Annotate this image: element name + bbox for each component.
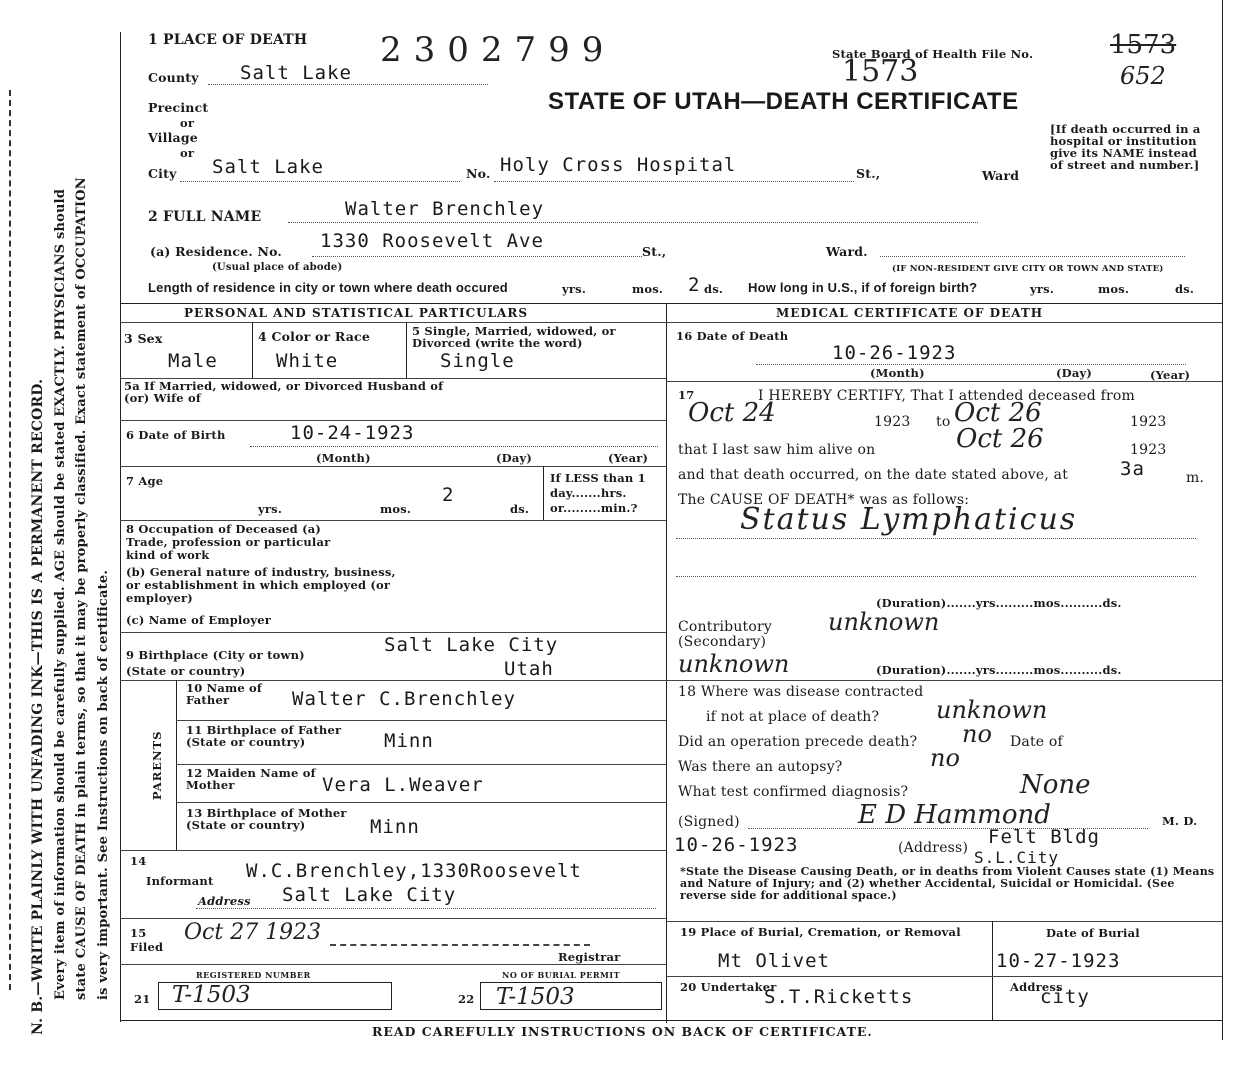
burial-divider bbox=[992, 921, 993, 1021]
residence-rule bbox=[312, 256, 642, 257]
margin-notice-line4: is very important. See Instructions on back of certificate. bbox=[96, 569, 111, 1000]
cause-value: Status Lymphaticus bbox=[740, 502, 1078, 537]
rule-bottom bbox=[120, 1020, 1222, 1021]
residence-st-label: St., bbox=[642, 244, 667, 259]
how-long-label: How long in U.S., if of foreign birth? bbox=[748, 280, 978, 295]
num-21: 21 bbox=[134, 992, 151, 1006]
birthplace-label: 9 Birthplace (City or town) bbox=[126, 648, 305, 662]
burial-date-value: 10-27-1923 bbox=[996, 950, 1121, 972]
parents-label: PARENTS bbox=[150, 730, 164, 800]
signed-date: 10-26-1923 bbox=[674, 834, 799, 856]
center-divider bbox=[666, 303, 667, 1023]
burial-date-label: Date of Burial bbox=[1046, 926, 1140, 940]
registrar-label: Registrar bbox=[558, 950, 621, 964]
signed-label: (Signed) bbox=[678, 814, 740, 830]
place-of-death-label: 1 PLACE OF DEATH bbox=[148, 32, 308, 48]
document-title: STATE OF UTAH—DEATH CERTIFICATE bbox=[548, 88, 1019, 115]
margin-notice-line2: Every item of information should be carefully supplied. AGE should be stated EXACTLY. PHYSICIANS should bbox=[53, 188, 68, 1000]
rule-row-15 bbox=[120, 918, 666, 919]
rule-row-7 bbox=[120, 466, 666, 467]
filed-label: Filed bbox=[130, 940, 164, 954]
certificate-number: 2302799 bbox=[380, 30, 616, 70]
father-value: Walter C.Brenchley bbox=[292, 688, 516, 710]
certify-num: 17 bbox=[678, 388, 695, 402]
city-value: Salt Lake bbox=[212, 156, 324, 178]
margin-notice-line3: state CAUSE OF DEATH in plain terms, so that it may be properly classified. Exact statement of OCCUPATION bbox=[74, 177, 89, 1000]
filed-value: Oct 27 1923 bbox=[184, 920, 322, 945]
father-birthplace-value: Minn bbox=[384, 730, 434, 752]
length-residence-label: Length of residence in city or town where death occured bbox=[148, 280, 508, 295]
county-rule bbox=[208, 84, 488, 85]
margin-notice-line1: N. B.—WRITE PLAINLY WITH UNFADING INK—THIS IS A PERMANENT RECORD. bbox=[30, 378, 46, 1035]
birth-date-rule bbox=[250, 446, 658, 447]
ward-rule bbox=[880, 256, 1185, 257]
rule-medical-heading bbox=[666, 322, 1222, 323]
ward-label: Ward bbox=[982, 168, 1020, 183]
parents-divider bbox=[176, 680, 177, 850]
rule-personal-heading bbox=[120, 322, 666, 323]
file-no-label: State Board of Health File No. bbox=[832, 47, 1034, 61]
operation-value: no bbox=[962, 720, 992, 748]
birth-date-label: 6 Date of Birth bbox=[126, 428, 226, 442]
age-label: 7 Age bbox=[126, 474, 164, 488]
informant-num: 14 bbox=[130, 854, 147, 868]
contributory-value: unknown bbox=[828, 608, 940, 636]
age-divider bbox=[543, 466, 544, 520]
rule-row-12 bbox=[176, 764, 666, 765]
rule-row-14 bbox=[120, 850, 666, 851]
us-yrs: yrs. bbox=[1030, 282, 1055, 296]
undertaker-label: 20 Undertaker bbox=[680, 980, 777, 994]
county-value: Salt Lake bbox=[240, 62, 352, 84]
attended-from: Oct 24 bbox=[688, 398, 776, 428]
sex-divider bbox=[252, 322, 253, 378]
margin-dashed-line bbox=[9, 90, 11, 990]
informant-value: W.C.Brenchley,1330Roosevelt bbox=[246, 860, 582, 882]
m-label: m. bbox=[1186, 470, 1205, 486]
signed-address-label: (Address) bbox=[898, 840, 969, 856]
personal-heading: PERSONAL AND STATISTICAL PARTICULARS bbox=[184, 306, 529, 320]
full-name-value: Walter Brenchley bbox=[345, 198, 545, 220]
registered-number-value: T-1503 bbox=[172, 982, 251, 1008]
mother-value: Vera L.Weaver bbox=[322, 774, 484, 796]
disease-value: unknown bbox=[936, 696, 1048, 724]
last-saw-value: Oct 26 bbox=[956, 424, 1044, 454]
burial-place-value: Mt Olivet bbox=[718, 950, 830, 972]
rule-row-20 bbox=[666, 976, 1222, 977]
time-value: 3a bbox=[1120, 458, 1145, 480]
spouse-label: 5a If Married, widowed, or Divorced Husband of (or) Wife of bbox=[124, 379, 444, 405]
burial-permit-label: NO OF BURIAL PERMIT bbox=[502, 970, 621, 980]
length-mos: mos. bbox=[632, 282, 664, 296]
employer-label: (c) Name of Employer bbox=[126, 613, 272, 627]
duration-label-1: (Duration).......yrs.........mos..........ds. bbox=[876, 596, 1122, 610]
file-no-secondary: 652 bbox=[1120, 62, 1166, 90]
attended-to: Oct 26 bbox=[954, 398, 1042, 428]
age-ds-value: 2 bbox=[442, 484, 455, 506]
burial-permit-value: T-1503 bbox=[496, 984, 575, 1010]
operation-label: Did an operation precede death? bbox=[678, 734, 918, 750]
mother-label: 12 Maiden Name of Mother bbox=[186, 766, 316, 792]
birthplace-state-label: (State or country) bbox=[126, 664, 246, 678]
death-date-value: 10-26-1923 bbox=[832, 342, 957, 364]
undertaker-address-label: Address bbox=[1010, 980, 1063, 994]
birthplace-state: Utah bbox=[504, 658, 554, 680]
industry-label: (b) General nature of industry, business, or establishment in which employed (or employer) bbox=[126, 565, 396, 605]
rule-row-19 bbox=[666, 921, 1222, 922]
year1: 1923 bbox=[874, 414, 911, 430]
file-no-stamp: 1573 bbox=[842, 54, 919, 89]
father-birthplace-label: 11 Birthplace of Father (State or country) bbox=[186, 723, 342, 749]
rule-row-9 bbox=[120, 632, 666, 633]
rule-top-grid bbox=[120, 303, 1222, 304]
informant-label: Informant bbox=[146, 874, 214, 888]
less-than-label: If LESS than 1 day.......hrs. or.........min.? bbox=[550, 471, 646, 515]
cause-rule-2 bbox=[676, 576, 1196, 577]
registered-number-label: REGISTERED NUMBER bbox=[196, 970, 311, 980]
rule-row-8 bbox=[120, 520, 666, 521]
mother-birthplace-value: Minn bbox=[370, 816, 420, 838]
address-rule bbox=[494, 181, 854, 182]
mother-birthplace-label: 13 Birthplace of Mother (State or country) bbox=[186, 806, 347, 832]
name-rule bbox=[288, 222, 978, 223]
birthplace-city: Salt Lake City bbox=[384, 634, 559, 656]
undertaker-value: S.T.Ricketts bbox=[764, 986, 914, 1008]
num-22: 22 bbox=[458, 992, 475, 1006]
death-date-label: 16 Date of Death bbox=[676, 329, 789, 343]
color-label: 4 Color or Race bbox=[258, 329, 370, 344]
informant-address-value: Salt Lake City bbox=[282, 884, 457, 906]
signed-address-city: S.L.City bbox=[974, 848, 1060, 867]
md-label: M. D. bbox=[1162, 814, 1198, 828]
marital-label: 5 Single, Married, widowed, or Divorced (write the word) bbox=[412, 324, 616, 350]
test-label: What test confirmed diagnosis? bbox=[678, 784, 909, 800]
contributory-label: Contributory (Secondary) bbox=[678, 619, 772, 650]
certify-label: I HEREBY CERTIFY, That I attended deceased from bbox=[758, 388, 1135, 404]
cause-rule-1 bbox=[676, 538, 1196, 539]
county-label: County bbox=[148, 70, 199, 85]
village-label: Village bbox=[148, 130, 198, 145]
birth-year-label: (Year) bbox=[608, 451, 649, 465]
address-value: Holy Cross Hospital bbox=[500, 154, 737, 176]
year2: 1923 bbox=[1130, 414, 1167, 430]
or-label-2: or bbox=[180, 146, 195, 160]
duration-label-2: (Duration).......yrs.........mos..........ds. bbox=[876, 663, 1122, 677]
color-value: White bbox=[276, 350, 339, 372]
test-value: None bbox=[1020, 770, 1091, 800]
footer-instructions: READ CAREFULLY INSTRUCTIONS ON BACK OF CERTIFICATE. bbox=[372, 1024, 873, 1039]
cause-instructions-note: *State the Disease Causing Death, or in deaths from Violent Causes state (1) Means and Nature of Injury; and (2) whether Accidental, Suicidal or Homicidal. (See reverse side for additional space.) bbox=[680, 865, 1215, 902]
birth-day-label: (Day) bbox=[496, 451, 532, 465]
us-ds: ds. bbox=[1175, 282, 1195, 296]
disease-label: 18 Where was disease contracted bbox=[678, 684, 924, 700]
city-rule bbox=[180, 181, 460, 182]
marital-value: Single bbox=[440, 350, 515, 372]
hospital-note: [If death occurred in a hospital or institution give its NAME instead of street and number.] bbox=[1050, 122, 1201, 172]
st-label: St., bbox=[856, 166, 881, 181]
autopsy-label: Was there an autopsy? bbox=[678, 759, 843, 775]
burial-place-label: 19 Place of Burial, Cremation, or Removal bbox=[680, 925, 961, 939]
filed-signature-scribble bbox=[330, 926, 590, 946]
residence-label: (a) Residence. No. bbox=[150, 244, 282, 259]
rule-row-11 bbox=[176, 720, 666, 721]
death-day-label: (Day) bbox=[1056, 366, 1092, 380]
to-label: to bbox=[936, 414, 951, 430]
last-saw-label: that I last saw him alive on bbox=[678, 442, 876, 458]
or-label-1: or bbox=[180, 116, 195, 130]
residence-ward-label: Ward. bbox=[826, 244, 868, 259]
nonresident-label: (IF NON-RESIDENT GIVE CITY OR TOWN AND STATE) bbox=[892, 264, 1164, 274]
autopsy-value: no bbox=[930, 744, 960, 772]
date-of-label: Date of bbox=[1010, 734, 1063, 750]
rule-row-21 bbox=[120, 964, 666, 965]
rule-row-17 bbox=[666, 381, 1222, 382]
year3: 1923 bbox=[1130, 442, 1167, 458]
rule-row-6 bbox=[120, 420, 666, 421]
informant-address-label: Address bbox=[198, 894, 251, 908]
length-ds: ds. bbox=[704, 282, 724, 296]
time-label: and that death occurred, on the date stated above, at bbox=[678, 467, 1069, 483]
precinct-label: Precinct bbox=[148, 100, 209, 115]
usual-place-label: (Usual place of abode) bbox=[212, 262, 343, 273]
color-divider bbox=[406, 322, 407, 378]
occupation-label: 8 Occupation of Deceased (a) Trade, profession or particular kind of work bbox=[126, 522, 331, 562]
sex-value: Male bbox=[168, 350, 218, 372]
medical-heading: MEDICAL CERTIFICATE OF DEATH bbox=[776, 306, 1044, 320]
signed-address-value: Felt Bldg bbox=[988, 826, 1100, 848]
age-yrs-label: yrs. bbox=[258, 502, 283, 516]
left-border bbox=[120, 32, 121, 1022]
signed-value: E D Hammond bbox=[858, 800, 1051, 830]
undertaker-address-value: city bbox=[1040, 986, 1090, 1008]
length-yrs: yrs. bbox=[562, 282, 587, 296]
father-label: 10 Name of Father bbox=[186, 681, 263, 707]
death-month-label: (Month) bbox=[870, 366, 925, 380]
age-mos-label: mos. bbox=[380, 502, 412, 516]
birth-date-value: 10-24-1923 bbox=[290, 422, 415, 444]
cause-label: The CAUSE OF DEATH* was as follows: bbox=[678, 492, 970, 508]
length-ds-value: 2 bbox=[688, 274, 701, 296]
secondary-value: unknown bbox=[678, 650, 790, 678]
age-ds-label: ds. bbox=[510, 502, 530, 516]
informant-address-rule bbox=[196, 908, 656, 909]
death-year-label: (Year) bbox=[1150, 368, 1191, 382]
rule-row-18 bbox=[666, 680, 1222, 681]
city-label: City bbox=[148, 166, 177, 181]
filed-num: 15 bbox=[130, 926, 147, 940]
birth-month-label: (Month) bbox=[316, 451, 371, 465]
right-border bbox=[1222, 0, 1223, 1040]
disease-sub-label: if not at place of death? bbox=[706, 709, 880, 725]
death-date-rule bbox=[756, 364, 1186, 365]
residence-value: 1330 Roosevelt Ave bbox=[320, 230, 544, 252]
sex-label: 3 Sex bbox=[124, 331, 163, 346]
rule-row-13 bbox=[176, 802, 666, 803]
us-mos: mos. bbox=[1098, 282, 1130, 296]
no-label: No. bbox=[466, 166, 491, 181]
file-no-value: 1573 bbox=[1110, 30, 1177, 60]
full-name-label: 2 FULL NAME bbox=[148, 209, 262, 225]
